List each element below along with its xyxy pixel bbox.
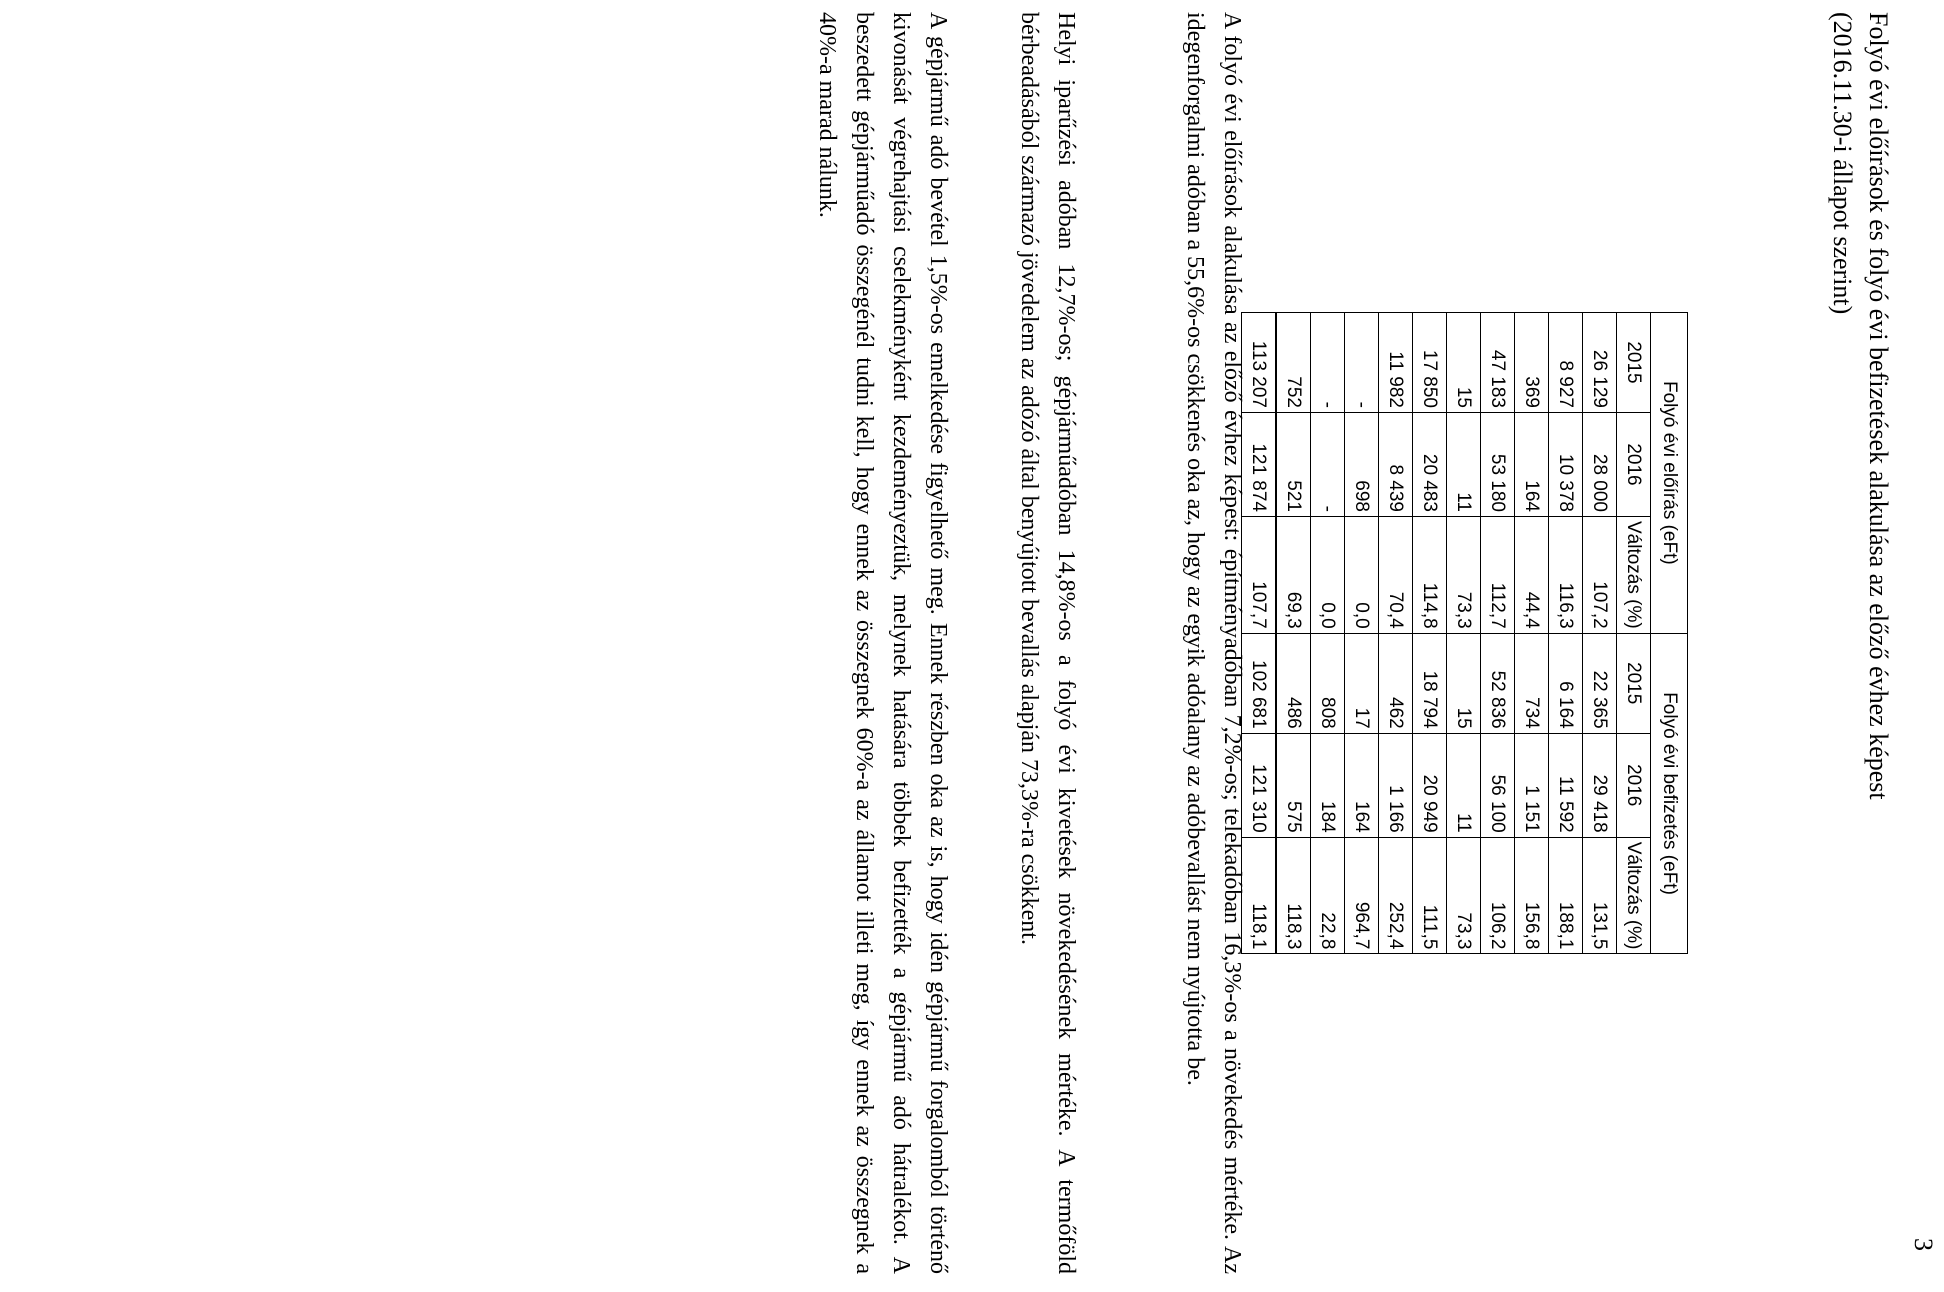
table-column-header-row: [1617, 313, 1651, 954]
table-cell: 369: [1515, 313, 1549, 413]
table-cell: 116,3: [1549, 517, 1583, 634]
table-cell: 17 850: [1413, 313, 1447, 413]
table-cell: 26 129: [1583, 313, 1617, 413]
heading-line-2: (2016.11.30-i állapot szerint): [1828, 12, 1857, 315]
table-cell: 73,3: [1447, 837, 1481, 954]
table-cell: 752: [1276, 313, 1311, 413]
table-cell: 964,7: [1345, 837, 1379, 954]
table-cell: 11: [1447, 733, 1481, 837]
table-cell: 131,5: [1583, 837, 1617, 954]
table-cell: 20 949: [1413, 733, 1447, 837]
column-header: 2016: [1617, 413, 1651, 517]
table-row: [1549, 313, 1583, 954]
table-cell: 164: [1345, 733, 1379, 837]
table-row: [1413, 313, 1447, 954]
table-cell: 575: [1276, 733, 1311, 837]
column-header: 2015: [1617, 633, 1651, 733]
paragraph-text: A gépjármű adó bevétel 1,5%-os emelkedése figyelhető meg. Ennek részben oka az is, hogy idén gépjármű forgalomból történő kivonását végrehajtási cselekményként kezdeményeztük, melynek hatására többek befizették a gépjármű adó hátralékot. A beszedett gépjárműadó összegénél tudni kell, hogy ennek az összegnek 60%-a az államot illeti meg, így ennek az összegnek a 40%-a marad nálunk.: [814, 12, 951, 1274]
table-cell: 114,8: [1413, 517, 1447, 634]
table-cell: 15: [1447, 633, 1481, 733]
table-cell: 121 310: [1242, 733, 1277, 837]
table-cell: 486: [1276, 633, 1311, 733]
table-cell: 52 836: [1481, 633, 1515, 733]
page-number: 3: [1909, 1238, 1938, 1251]
paragraph-2: [1010, 12, 1084, 1274]
table-cell: 107,2: [1583, 517, 1617, 634]
table-cell: 111,5: [1413, 837, 1447, 954]
tax-table: [1241, 312, 1688, 954]
table-cell: 113 207: [1242, 313, 1277, 413]
table-cell: 462: [1379, 633, 1413, 733]
table-cell: 11 592: [1549, 733, 1583, 837]
table-cell: 11: [1447, 413, 1481, 517]
column-header: 2015: [1617, 313, 1651, 413]
column-header: 2016: [1617, 733, 1651, 837]
table-row: [1481, 313, 1515, 954]
table-cell: 1 151: [1515, 733, 1549, 837]
paragraph-3: [808, 12, 956, 1274]
table-cell: 53 180: [1481, 413, 1515, 517]
table-cell: 121 874: [1242, 413, 1277, 517]
table-cell: 252,4: [1379, 837, 1413, 954]
paragraph-text: A folyó évi előírások alakulása az előző évhez képest: építményadóban 7,2%-os; telekadóban 16,3%-os a növekedés mértéke. Az idegenforgalmi adóban a 55,6%-os csökkenés oka az, hogy az egyik adóalany az adóbevallást nem nyújtotta be.: [1182, 12, 1245, 1274]
table-cell: 698: [1345, 413, 1379, 517]
table-cell: 734: [1515, 633, 1549, 733]
table-cell: 8 927: [1549, 313, 1583, 413]
table-cell: -: [1311, 313, 1345, 413]
table-cell: 56 100: [1481, 733, 1515, 837]
group-header-assessed: Folyó évi előírás (eFt): [1651, 313, 1688, 634]
table-cell: 102 681: [1242, 633, 1277, 733]
table-cell: 156,8: [1515, 837, 1549, 954]
table-cell: 11 982: [1379, 313, 1413, 413]
table-cell: 0,0: [1311, 517, 1345, 634]
table-cell: 8 439: [1379, 413, 1413, 517]
table-cell: 184: [1311, 733, 1345, 837]
table-row: [1379, 313, 1413, 954]
table-cell: 10 378: [1549, 413, 1583, 517]
paragraph-1: [1176, 12, 1250, 1274]
table-cell: 70,4: [1379, 517, 1413, 634]
table-cell: 47 183: [1481, 313, 1515, 413]
table-cell: 15: [1447, 313, 1481, 413]
table-cell: 73,3: [1447, 517, 1481, 634]
table-cell: 6 164: [1549, 633, 1583, 733]
table-row: [1515, 313, 1549, 954]
table-cell: 107,7: [1242, 517, 1277, 634]
table-cell: 188,1: [1549, 837, 1583, 954]
table-cell: 0,0: [1345, 517, 1379, 634]
table-cell: -: [1345, 313, 1379, 413]
table-cell: 808: [1311, 633, 1345, 733]
table-cell: 1 166: [1379, 733, 1413, 837]
heading-line-1: Folyó évi előírások és folyó évi befizetések alakulása az előző évhez képest: [1864, 12, 1893, 800]
table-cell: 22 365: [1583, 633, 1617, 733]
table-row: [1447, 313, 1481, 954]
table-cell: 22,8: [1311, 837, 1345, 954]
table-cell: 29 418: [1583, 733, 1617, 837]
group-header-paid: Folyó évi befizetés (eFt): [1651, 633, 1688, 954]
table-cell: 118,1: [1242, 837, 1277, 954]
column-header: Változás (%): [1617, 837, 1651, 954]
paragraph-text: Helyi iparűzési adóban 12,7%-os; gépjárműadóban 14,8%-os a folyó évi kivetések növekedésének mértéke. A termőföld bérbeadásából származó jövedelem az adózó által benyújtott bevallás alapján 73,3%-ra csökkent.: [1016, 12, 1079, 1274]
table-row: [1583, 313, 1617, 954]
table-row: [1311, 313, 1345, 954]
table-cell: 28 000: [1583, 413, 1617, 517]
column-header: Változás (%): [1617, 517, 1651, 634]
table-cell: 69,3: [1276, 517, 1311, 634]
table-group-header-row: [1651, 313, 1688, 954]
section-heading: [1824, 12, 1896, 1272]
table-cell: 106,2: [1481, 837, 1515, 954]
table-cell: 20 483: [1413, 413, 1447, 517]
table-cell: 18 794: [1413, 633, 1447, 733]
table-cell: 112,7: [1481, 517, 1515, 634]
table-row: [1345, 313, 1379, 954]
table-cell: 118,3: [1276, 837, 1311, 954]
table-cell: 164: [1515, 413, 1549, 517]
table-row: [1276, 313, 1311, 954]
table-cell: 17: [1345, 633, 1379, 733]
table-cell: 44,4: [1515, 517, 1549, 634]
table-cell: 521: [1276, 413, 1311, 517]
table-cell: -: [1311, 413, 1345, 517]
